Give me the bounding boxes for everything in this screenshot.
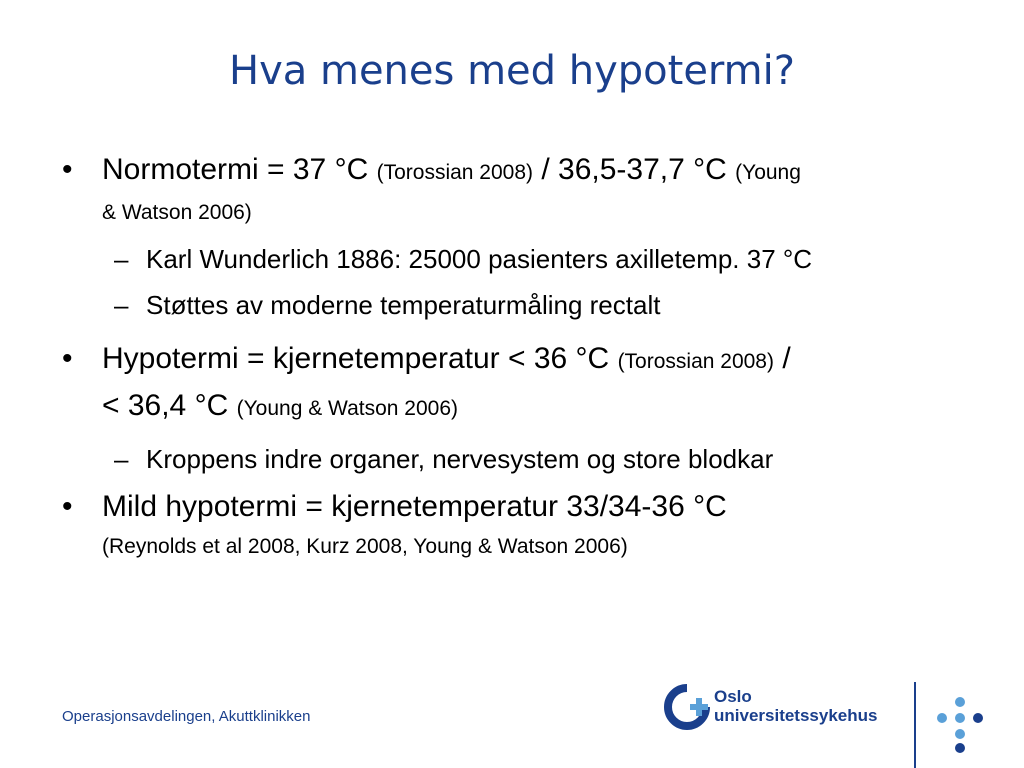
bullet-normotermi-text: Normotermi = 37 °C (102, 153, 369, 186)
logo-line-universitetssykehus: universitetssykehus (714, 706, 878, 725)
reference: (Young & Watson 2006) (236, 397, 459, 420)
reference: (Reynolds et al 2008, Kurz 2008, Young & Watson 2006) (102, 535, 628, 558)
bullet-normotermi-range: / 36,5-37,7 °C (533, 153, 736, 186)
bullet-hypotermi-line2: < 36,4 °C (102, 389, 229, 422)
bullet-hypotermi-text: Hypotermi = kjernetemperatur < 36 °C (102, 342, 610, 375)
reference: (Torossian 2008) (617, 350, 774, 373)
sub-bullet-dash: – (114, 244, 129, 274)
logo-divider (914, 682, 916, 768)
sub-bullet (60, 441, 960, 477)
bullet-list (60, 148, 960, 569)
reference: & Watson 2006) (102, 201, 252, 224)
bullet-mild-hypotermi (60, 485, 960, 565)
sub-bullet (60, 287, 960, 323)
footer-text: Operasjonsavdelingen, Akuttklinikken (62, 708, 311, 725)
logo-line-oslo: Oslo (714, 687, 752, 706)
sub-bullet (60, 241, 960, 277)
bullet-dot: • (62, 490, 73, 523)
hospital-logo (664, 682, 994, 762)
reference: (Torossian 2008) (376, 161, 534, 184)
bullet-dot: • (62, 153, 73, 186)
sub-bullet-text: Kroppens indre organer, nervesystem og store blodkar (146, 444, 774, 474)
slide-title: Hva menes med hypotermi? (229, 48, 795, 94)
sub-bullet-dash: – (114, 444, 129, 474)
logo-text (714, 687, 877, 725)
sub-bullet-text: Karl Wunderlich 1886: 25000 pasienters axilletemp. 37 °C (146, 244, 813, 274)
separator: / (773, 342, 791, 375)
reference: (Young (735, 161, 801, 184)
bullet-dot: • (62, 342, 73, 375)
sub-bullet-text: Støttes av moderne temperaturmåling rectalt (146, 290, 661, 320)
dots-cross-icon (932, 694, 992, 754)
oslo-universitetssykehus-logo-icon (664, 684, 710, 730)
bullet-mild-hypotermi-text: Mild hypotermi = kjernetemperatur 33/34-36 °C (102, 490, 727, 523)
bullet-hypotermi (60, 337, 960, 431)
sub-bullet-dash: – (114, 290, 129, 320)
bullet-normotermi (60, 148, 960, 231)
